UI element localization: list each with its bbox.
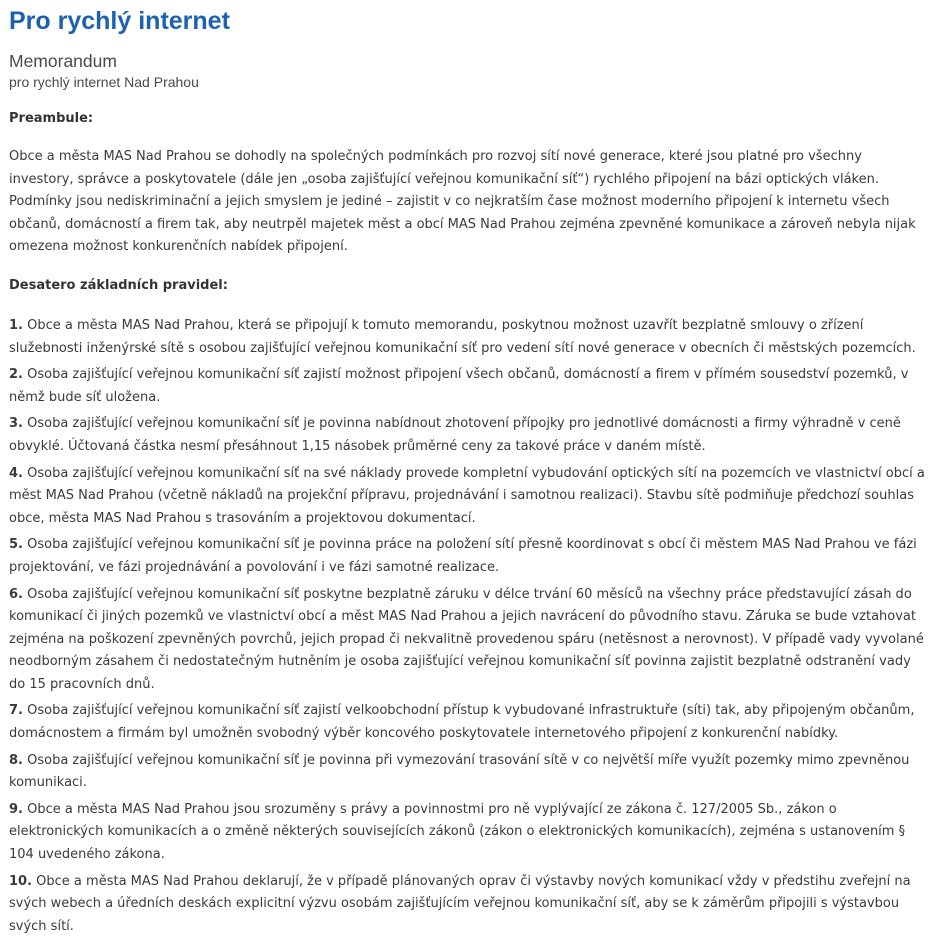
rule-1	[9, 315, 930, 360]
rule-2	[9, 364, 930, 409]
rule-number: 9.	[9, 801, 23, 817]
rule-number: 10.	[9, 873, 33, 889]
rule-text: Obce a města MAS Nad Prahou, která se připojují k tomuto memorandu, poskytnou možnost uzavřít bezplatně smlouvy o zřízení služebnosti inženýrské sítě s osobou zajišťující veřejnou komunikační síť pro vedení sítí nové generace v obecních či městských pozemcích.	[9, 317, 916, 356]
rule-4	[9, 463, 930, 531]
rule-7	[9, 700, 930, 745]
rule-number: 1.	[9, 317, 23, 333]
rule-number: 4.	[9, 465, 23, 481]
rule-text: Osoba zajišťující veřejnou komunikační síť zajistí možnost připojení všech občanů, domácností a firem v přímém sousedství pozemků, v němž bude síť uložena.	[9, 367, 909, 405]
rule-3	[9, 413, 930, 458]
rule-number: 3.	[9, 416, 23, 432]
rule-number: 2.	[9, 367, 23, 383]
rule-text: Obce a města MAS Nad Prahou jsou srozuměny s právy a povinnostmi pro ně vyplývající ze zákona č. 127/2005 Sb., zákon o elektronických komunikacích a o změně některých souvisejících zákonů (zákon o elektronických komunikacích), zejména s ustanovením § 104 uvedeného zákona.	[9, 801, 906, 863]
subline: pro rychlý internet Nad Prahou	[9, 74, 199, 90]
rule-6	[9, 584, 930, 697]
rule-8	[9, 750, 930, 795]
rule-number: 6.	[9, 586, 23, 602]
rule-9	[9, 799, 930, 867]
rule-10	[9, 871, 930, 938]
rule-5	[9, 534, 930, 579]
subtitle: Memorandum	[9, 51, 117, 71]
page-title: Pro rychlý internet	[9, 7, 230, 35]
rules-list	[9, 315, 930, 938]
preamble-heading: Preambule:	[9, 111, 94, 126]
rules-heading: Desatero základních pravidel:	[9, 277, 228, 293]
rule-text: Obce a města MAS Nad Prahou deklarují, že v případě plánovaných oprav či výstavby nových komunikací vždy v předstihu zveřejní na svých webech a úředních deskách explicitní výzvu osobám zajišťujícím veřejnou komunikační síť, aby se k záměrům připojili s výstavbou svých sítí.	[9, 873, 911, 934]
preamble-text: Obce a města MAS Nad Prahou se dohodly na společných podmínkách pro rozvoj sítí nové generace, které jsou platné pro všechny investory, správce a poskytovatele (dále jen „osoba zajišťující veřejnou komunikační síť“) rychlého připojení na bázi optických vláken. Podmínky jsou nediskriminační a jejich smyslem je jediné – zajistit v co nejkratším čase možnost moderního připojení k internetu všech občanů, domácností a firem tak, aby neutrpěl majetek měst a obcí MAS Nad Prahou zejména zpevněné komunikace a zároveň nebyla nijak omezena možnost konkurenčních nabídek připojení.	[9, 149, 916, 255]
rule-text: Osoba zajišťující veřejnou komunikační síť je povinna nabídnout zhotovení přípojky pro jednotlivé domácnosti a firmy výhradně v ceně obvyklé. Účtovaná částka nesmí přesáhnout 1,15 násobek průměrné ceny za takové práce v daném místě.	[9, 416, 901, 454]
rule-text: Osoba zajišťující veřejnou komunikační síť na své náklady provede kompletní vybudování optických sítí na pozemcích ve vlastnictví obcí a měst MAS Nad Prahou (včetně nákladů na projekční přípravu, projednávání i samotnou realizaci). Stavbu sítě podmiňuje předchozí souhlas obce, města MAS Nad Prahou s trasováním a projektovou dokumentací.	[9, 465, 925, 526]
rule-text: Osoba zajišťující veřejnou komunikační síť je povinna při vymezování trasování sítě v co největší míře využít pozemky mimo zpevněnou komunikaci.	[9, 752, 910, 791]
rule-text: Osoba zajišťující veřejnou komunikační síť je povinna práce na položení sítí přesně koordinovat s obcí či městem MAS Nad Prahou ve fázi projektování, ve fázi projednávání a povolování i ve fázi samotné realizace.	[9, 537, 917, 575]
rule-number: 7.	[9, 703, 23, 719]
rule-number: 5.	[9, 537, 23, 553]
rule-text: Osoba zajišťující veřejnou komunikační síť poskytne bezplatně záruku v délce trvání 60 měsíců na všechny práce představující zásah do komunikací či jiných pozemků ve vlastnictví obcí a měst MAS Nad Prahou a jejich navrácení do původního stavu. Záruka se bude vztahovat zejména na poškození zpevněných povrchů, jejich propad či nekvalitně provedenou spáru (netěsnost a nerovnost). V případě vady vyvolané neodborným zásahem či nedostatečným hutněním je osoba zajišťující veřejnou komunikační síť povinna zajistit bezplatně odstranění vady do 15 pracovních dnů.	[9, 586, 924, 692]
rule-number: 8.	[9, 752, 23, 768]
rule-text: Osoba zajišťující veřejnou komunikační síť zajistí velkoobchodní přístup k vybudované infrastruktuře (síti) tak, aby připojeným občanům, domácnostem a firmám byl umožněn svobodný výběr koncového poskytovatele internetového připojení z konkurenční nabídky.	[9, 703, 915, 742]
